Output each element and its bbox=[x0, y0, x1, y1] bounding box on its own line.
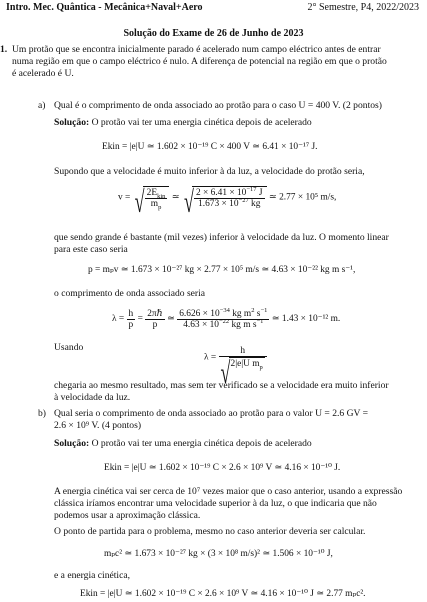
solucao-label: Solução: bbox=[54, 117, 90, 128]
paragraph bbox=[54, 380, 389, 404]
equation-ekin-b: Ekin = |e|U ≃ 1.602 × 10⁻¹⁹ C × 2.6 × 10⁹ V ≃ 4.16 × 10⁻¹⁰ J. bbox=[104, 463, 341, 473]
paragraph-line: A energia cinética vai ser cerca de 10⁷ vezes maior que o caso anterior, usando a expressão bbox=[54, 486, 403, 497]
course-header: Intro. Mec. Quântica - Mecânica+Naval+Aero bbox=[6, 2, 203, 13]
paragraph: Supondo que a velocidade é muito inferior à da luz, a velocidade do protão seria, bbox=[54, 166, 365, 177]
equation-momentum: p = mₚv ≃ 1.673 × 10⁻²⁷ kg × 2.77 × 10⁵ m/s ≃ 4.63 × 10⁻²² kg m s⁻¹, bbox=[88, 265, 356, 275]
part-b-question bbox=[54, 408, 368, 432]
paragraph-line: à velocidade da luz. bbox=[54, 392, 131, 403]
lambda-result: ≃ 1.43 × 10⁻¹² m. bbox=[271, 314, 341, 325]
question-line: 2.6 × 10⁹ V. (4 pontos) bbox=[54, 420, 142, 431]
paragraph-line: clássica iríamos encontrar uma velocidade superior à da luz, o que indicaria que não bbox=[54, 498, 377, 509]
problem-number: 1. bbox=[0, 44, 8, 55]
solution-intro: O protão vai ter uma energia cinética depois de acelerado bbox=[91, 117, 312, 128]
paragraph bbox=[54, 232, 389, 256]
question-line: Qual seria o comprimento de onda associado ao protão para o valor U = 2.6 GV = bbox=[54, 408, 369, 419]
equation-lambda-general: λ = h √ 2|e|U $m_p$ bbox=[204, 346, 267, 369]
part-b-label: b) bbox=[38, 408, 46, 419]
paragraph-line: que sendo grande é bastante (mil vezes) inferior à velocidade da luz. O momento linear bbox=[54, 232, 389, 243]
problem-line: Um protão que se encontra inicialmente parado é acelerado num campo eléctrico antes de entrar bbox=[12, 44, 381, 55]
paragraph bbox=[54, 486, 402, 522]
part-b-solution bbox=[54, 438, 312, 450]
equation-ekin-a: Ekin = |e|U ≃ 1.602 × 10⁻¹⁹ C × 400 V ≃ 6.41 × 10⁻¹⁷ J. bbox=[102, 142, 318, 152]
usando-label: Usando bbox=[54, 342, 84, 353]
part-a-solution bbox=[54, 117, 312, 129]
problem-line: numa região em que o campo eléctrico é nulo. A diferença de potencial na região em que o protão bbox=[12, 56, 387, 67]
paragraph: O ponto de partida para o problema, mesmo no caso anterior deveria ser calcular. bbox=[54, 526, 366, 537]
part-a-label: a) bbox=[38, 100, 46, 111]
paragraph: o comprimento de onda associado seria bbox=[54, 288, 206, 299]
paragraph-line: para este caso seria bbox=[54, 244, 128, 255]
paragraph: e a energia cinética, bbox=[54, 570, 130, 581]
semester-header: 2° Semestre, P4, 2022/2023 bbox=[307, 2, 419, 13]
solution-intro: O protão vai ter uma energia cinética depois de acelerado bbox=[91, 438, 312, 449]
page-title: Solução do Exame de 26 de Junho de 2023 bbox=[123, 28, 304, 39]
paragraph-line: podemos usar a aproximação clássica. bbox=[54, 510, 201, 521]
equation-lambda: λ = $\frac{h}{p}$ = $\frac{\text{2πℏ}}{p}$ ≃ $\frac{6.626 \times 10^{-34} kg m^2 s^{-1}}{4.63 \times 10^{-22} kg m s^{-1}}$ ≃ 1.43 × 10⁻¹² m. bbox=[112, 306, 341, 330]
equation-rest-energy: mₚc² ≃ 1.673 × 10⁻²⁷ kg × (3 × 10⁸ m/s)² ≃ 1.506 × 10⁻¹⁰ J, bbox=[104, 549, 333, 559]
part-a-question: Qual é o comprimento de onda associado ao protão para o caso U = 400 V. (2 pontos) bbox=[54, 100, 382, 111]
paragraph-line: chegaria ao mesmo resultado, mas sem ter verificado se a velocidade era muito inferior bbox=[54, 380, 389, 391]
equation-velocity: v = √ $\frac{2E_{kin}}{m_p}$ ≃ √ $\frac{2 \times 6.41 \times 10^{-17} J}{1.673 \times 10^{-27} kg}$ ≃ 2.77 × 10⁵ m/s, bbox=[118, 186, 336, 209]
velocity-result: ≃ 2.77 × 10⁵ m/s, bbox=[268, 192, 337, 203]
equation-ekin-final: Ekin = |e|U ≃ 1.602 × 10⁻¹⁹ C × 2.6 × 10⁹ V ≃ 4.16 × 10⁻¹⁰ J ≃ 2.77 mₚc². bbox=[80, 589, 366, 599]
problem-line: é acelerado é U. bbox=[12, 68, 74, 79]
solucao-label: Solução: bbox=[54, 438, 90, 449]
problem-text bbox=[12, 44, 424, 80]
